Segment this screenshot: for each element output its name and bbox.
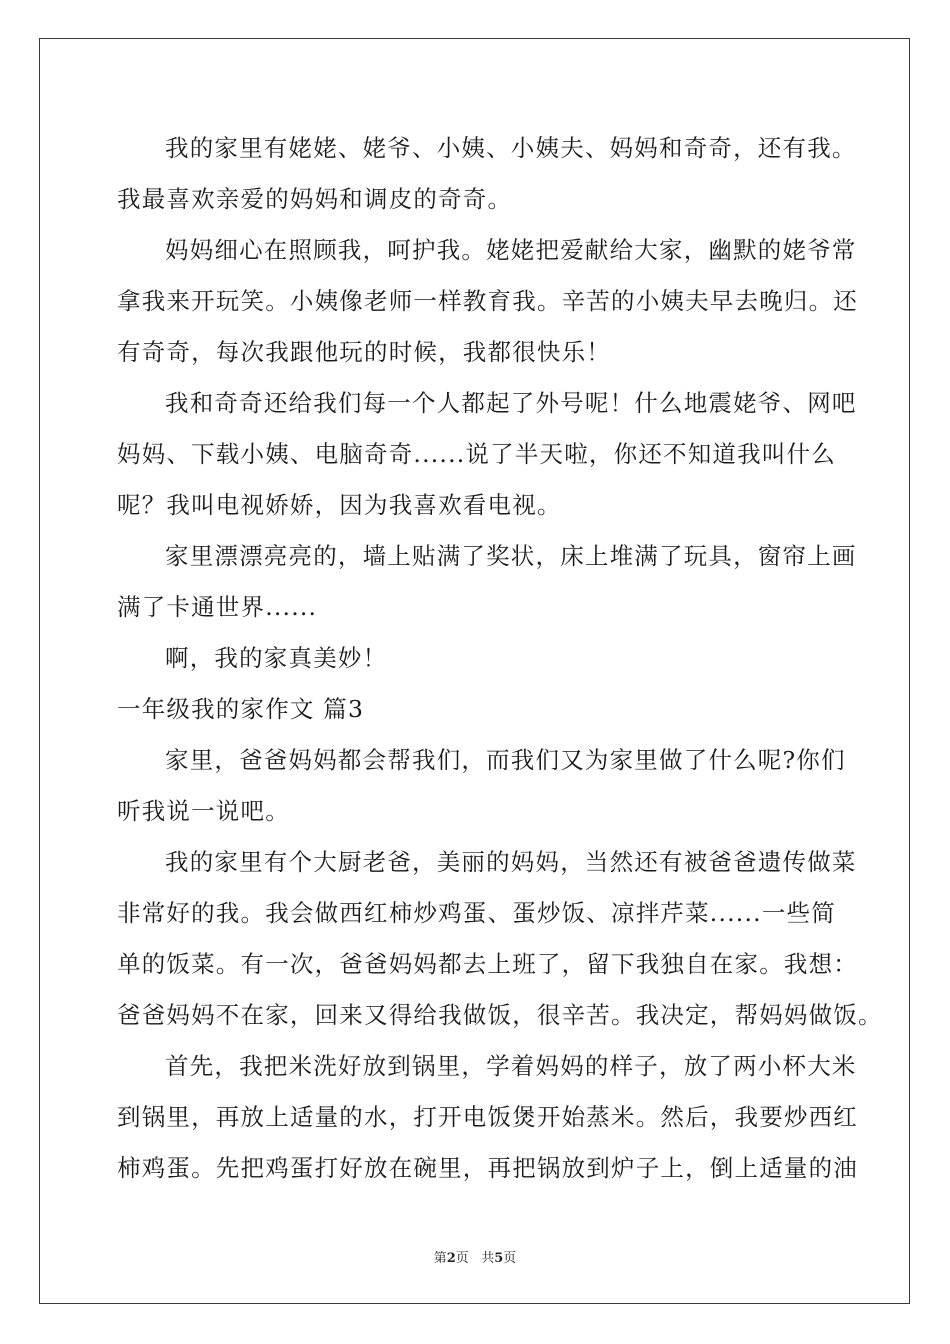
paragraph bbox=[117, 1046, 858, 1199]
footer-page-prefix: 第 bbox=[433, 1251, 447, 1266]
text-line: 我最喜欢亲爱的妈妈和调皮的奇奇。 bbox=[117, 185, 513, 213]
footer-page-word: 页 bbox=[455, 1251, 469, 1266]
paragraph bbox=[117, 638, 837, 689]
text-line: 一年级我的家作文 篇3 bbox=[117, 695, 365, 723]
text-line: 我的家里有姥姥、姥爷、小姨、小姨夫、妈妈和奇奇，还有我。 bbox=[165, 134, 857, 162]
paragraph bbox=[117, 128, 857, 230]
footer-total-prefix: 共 bbox=[481, 1251, 495, 1266]
section-heading bbox=[117, 689, 837, 740]
page-footer bbox=[0, 1247, 950, 1266]
text-line: 听我说一说吧。 bbox=[117, 797, 290, 825]
text-line: 我的家里有个大厨老爸，美丽的妈妈，当然还有被爸爸遗传做菜 bbox=[165, 848, 857, 876]
paragraph bbox=[117, 842, 883, 1046]
paragraph bbox=[117, 536, 857, 638]
text-line: 家里漂漂亮亮的，墙上贴满了奖状，床上堆满了玩具，窗帘上画 bbox=[165, 542, 857, 570]
text-line: 呢？我叫电视娇娇，因为我喜欢看电视。 bbox=[117, 491, 562, 519]
text-line: 满了卡通世界...... bbox=[117, 593, 318, 621]
footer-total-word: 页 bbox=[503, 1251, 517, 1266]
text-line: 妈妈、下载小姨、电脑奇奇......说了半天啦，你还不知道我叫什么 bbox=[117, 440, 836, 468]
footer-page-number: 2 bbox=[446, 1251, 456, 1266]
text-line: 爸爸妈妈不在家，回来又得给我做饭，很辛苦。我决定，帮妈妈做饭。 bbox=[117, 1001, 883, 1029]
text-line: 家里，爸爸妈妈都会帮我们，而我们又为家里做了什么呢?你们 bbox=[165, 746, 846, 774]
paragraph bbox=[117, 383, 857, 536]
text-line: 非常好的我。我会做西红柿炒鸡蛋、蛋炒饭、凉拌芹菜......一些简 bbox=[117, 899, 836, 927]
text-line: 到锅里，再放上适量的水，打开电饭煲开始蒸米。然后，我要炒西红 bbox=[117, 1103, 858, 1131]
text-line: 啊，我的家真美妙！ bbox=[165, 644, 388, 672]
text-line: 单的饭菜。有一次，爸爸妈妈都去上班了，留下我独自在家。我想： bbox=[117, 950, 858, 978]
text-line: 首先，我把米洗好放到锅里，学着妈妈的样子，放了两小杯大米 bbox=[165, 1052, 857, 1080]
footer-total-pages: 5 bbox=[494, 1251, 504, 1266]
text-line: 妈妈细心在照顾我，呵护我。姥姥把爱献给大家，幽默的姥爷常 bbox=[165, 236, 857, 264]
text-line: 柿鸡蛋。先把鸡蛋打好放在碗里，再把锅放到炉子上，倒上适量的油 bbox=[117, 1154, 858, 1182]
paragraph bbox=[117, 740, 846, 842]
text-line: 我和奇奇还给我们每一个人都起了外号呢！什么地震姥爷、网吧 bbox=[165, 389, 857, 417]
paragraph bbox=[117, 230, 858, 383]
text-line: 有奇奇，每次我跟他玩的时候，我都很快乐！ bbox=[117, 338, 611, 366]
document-body bbox=[117, 128, 883, 1199]
text-line: 拿我来开玩笑。小姨像老师一样教育我。辛苦的小姨夫早去晚归。还 bbox=[117, 287, 858, 315]
